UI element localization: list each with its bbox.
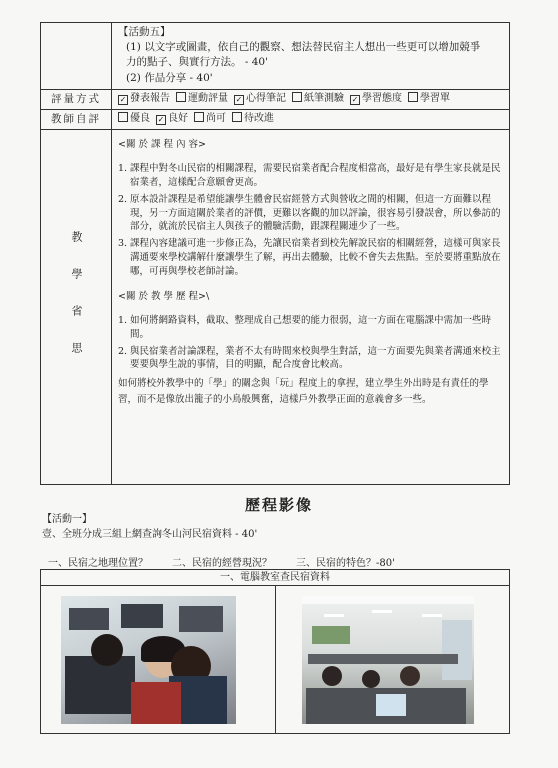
self-eval-option[interactable] <box>156 113 188 124</box>
option-label: 學習態度 <box>362 93 402 104</box>
checked-box-icon[interactable]: ✓ <box>235 95 243 104</box>
item-number: 2. <box>118 193 128 205</box>
evaluation-option[interactable] <box>118 93 170 104</box>
photo-caption: 一、電腦教室查民宿資料 <box>41 570 509 586</box>
question-2: 二、民宿的經營現況？ <box>172 558 272 569</box>
checked-box-icon[interactable]: ✓ <box>119 95 127 104</box>
self-eval-option[interactable] <box>194 113 226 124</box>
activity1-label: 【活動一】 <box>42 514 92 525</box>
option-label: 運動評量 <box>188 93 228 104</box>
activity1-block <box>42 513 257 542</box>
checked-box-icon[interactable]: ✓ <box>351 95 359 104</box>
reflection-label: 教學省思 <box>69 231 83 380</box>
evaluation-option[interactable] <box>350 93 402 104</box>
reflection-label-cell <box>41 130 112 485</box>
item-number: 2. <box>118 345 128 357</box>
item-number: 1. <box>118 163 128 175</box>
checkbox-icon[interactable] <box>408 92 418 102</box>
checkbox-icon[interactable] <box>232 112 242 122</box>
option-label: 紙筆測驗 <box>304 93 344 104</box>
process-items <box>118 314 503 372</box>
reflection-content <box>112 130 510 485</box>
checkbox-icon[interactable] <box>118 112 128 122</box>
option-label: 發表報告 <box>130 93 170 104</box>
checkbox-icon[interactable] <box>194 112 204 122</box>
activity1-line: 壹、全班分成三組上網查詢冬山河民宿資料 - 40' <box>42 528 258 540</box>
computer-lab-photo-right <box>302 596 474 724</box>
option-label: 待改進 <box>244 113 274 125</box>
option-label: 良好 <box>168 113 188 125</box>
option-label: 優良 <box>130 113 150 125</box>
reflection-item <box>118 193 503 234</box>
course-heading: <關 於 課 程 內 容> <box>118 139 207 151</box>
evaluation-label: 評量方式 <box>41 90 112 110</box>
self-eval-label: 教師自評 <box>41 110 112 130</box>
closing-paragraph: 如何將校外教學中的「學」的關念與「玩」程度上的拿捏，建立學生外出時是有責任的學習，而不是像放出籠子的小鳥般興奮，這樣戶外教學正面的意義會多一些。 <box>118 378 489 406</box>
activity5-title: 【活動五】 <box>118 26 171 38</box>
course-items <box>118 162 503 278</box>
checked-box-icon[interactable]: ✓ <box>157 115 165 125</box>
reflection-item <box>118 314 503 342</box>
item-text: 與民宿業者討論課程，業者不太有時間來校與學生對話，這一方面要先與業者溝通來校主要要與學生說的事情，目的明顯，配合度會比較高。 <box>130 345 501 371</box>
process-heading: <關 於 教 學 歷 程>\ <box>118 291 210 303</box>
item-text: 如何將網路資料，截取、整理成自己想要的能力很弱，這一方面在電腦課中需加一些時間。 <box>130 315 492 340</box>
photo-cell-right <box>275 586 510 734</box>
evaluation-option[interactable] <box>292 93 344 104</box>
blank-header-cell <box>41 23 112 90</box>
item-text: 課程內容建議可進一步修正為，先讓民宿業者到校先解說民宿的相關經營，這樣可與家長溝通要來學校講解什麼讓學生了解，再出去體驗，比較不會失去焦點。至於要將重點放在哪，可再與學校老師討論。 <box>130 238 501 277</box>
activity5-line1: (1) 以文字或圖畫，依自己的觀察、想法替民宿主人想出一些更可以增加競爭 <box>126 41 481 54</box>
reflection-item <box>118 237 503 278</box>
computer-lab-photo-left <box>61 596 236 724</box>
question-1: 一、民宿之地理位置？ <box>48 558 148 569</box>
item-text: 原本設計課程是希望能讓學生體會民宿經營方式與營收之間的相關，但這一方面難以程現，另一方面這關於業者的評價，更難以客觀的加以評論，很容易引發誤會，所以參訪的部分，就流於民宿主人與孩子的體驗活動，跟課程關連少了一些。 <box>130 193 501 233</box>
gallery-title: 歷程影像 <box>244 496 313 514</box>
question-row <box>48 554 518 569</box>
item-text: 課程中對冬山民宿的相關課程，需要民宿業者配合程度相當高，最好是有學生家長就是民宿業者，這樣配合意願會更高。 <box>130 163 501 188</box>
item-number: 3. <box>118 238 128 250</box>
activity5-line3: (2) 作品分享 - 40' <box>126 71 213 84</box>
lesson-table <box>40 22 510 485</box>
photo-table <box>40 569 510 734</box>
reflection-item <box>118 162 503 190</box>
self-eval-option[interactable] <box>118 113 150 124</box>
activity5-line2: 力的點子、與實行方法。 - 40' <box>126 56 268 69</box>
checkbox-icon[interactable] <box>292 92 302 102</box>
item-number: 1. <box>118 315 128 327</box>
checkbox-icon[interactable] <box>176 92 186 102</box>
option-label: 心得筆記 <box>246 93 286 104</box>
activity5-cell <box>112 23 510 90</box>
self-eval-options <box>112 110 510 130</box>
evaluation-option[interactable] <box>408 93 450 104</box>
question-3: 三、民宿的特色？-80' <box>296 558 395 569</box>
photo-cell-left <box>41 586 275 734</box>
option-label: 尚可 <box>206 113 226 125</box>
evaluation-option[interactable] <box>234 93 286 104</box>
reflection-item <box>118 345 503 373</box>
evaluation-options <box>112 90 510 110</box>
option-label: 學習單 <box>420 93 450 104</box>
self-eval-option[interactable] <box>232 113 274 124</box>
evaluation-option[interactable] <box>176 93 228 104</box>
